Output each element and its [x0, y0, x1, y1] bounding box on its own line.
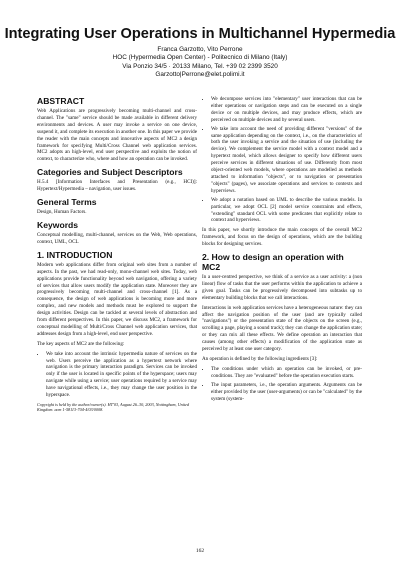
key-aspects-list: [37, 351, 197, 399]
email: Garzotto|Perrone@elet.polimi.it: [155, 71, 245, 79]
list-item: • We decompose services into "elementary" user interactions that can be either operations or navigation steps and can be executed on a single device or on multiple devices, and may produce effects, which are perceived on multiple devices and by several users.: [211, 96, 362, 124]
intro-paragraph: Modern web applications differ from original web sites from a number of aspects. In the past, we had read-only, mono-channel web sites. Today, web applications provide functionality beyond web navigation, offering a variety of services that allow users modify the application state. Moreover they are progressively becoming multi-channel and cross-channel [1]. As a consequence, the design of web applications is becoming more and more complex, and new models and methods must be explored to support the design activities. Design can be tackled at several levels of abstraction and from different perspectives. In this paper, we discuss MC2, a framework for conceptual modelling of Multi/Cross Channel web application services, that addresses design from a high-level, end user perspective.: [37, 261, 197, 337]
terms-heading: General Terms: [37, 197, 97, 208]
body-paragraph: In this paper, we shortly introduce the main concepts of the overall MC2 framework, and focus on the design of operations, which are the building blocks for designing services.: [202, 227, 362, 248]
right-column: [202, 96, 362, 405]
categories-text: H.5.4 [Information Interfaces and Presentation (e.g., HCI)]: Hypertext/Hypermedia – navigation, user issues.: [37, 179, 197, 193]
intro-paragraph: The key aspects of MC2 are the following:: [37, 340, 125, 347]
list-item: • The conditions under which an operation can be invoked, or pre-conditions. They are "evaluated" before the operation execution starts.: [211, 366, 362, 380]
page-number: 162: [195, 548, 205, 554]
list-item: • We take into account the need of providing different "versions" of the same application depending on the context, i.e., on the characteristics of both the user invoking a service and the situation of use (including the device). We complement the service model with a context model and a hypertext model, which allows designer to specify how different users perceive services in different situations of use. Differently from most object-oriented web models, where operations are modelled as methods attached to information "objects", or to navigation or presentation "objects" (pages), we associate operations and services to contexts and hyperviews.: [211, 126, 362, 195]
list-item: • We take into account the intrinsic hypermedia nature of services on the web. Users perceive the application as a hypertext network where navigation is the primary interaction paradigm. Services can be invoked only if the user is located in specific points of the hyperspace; users may navigate while using a service; user operations required by a service may have navigational effects, i.e., they may change the user position in the hyperspace.: [46, 351, 197, 399]
affiliation: HOC (Hypermedia Open Center) - Politecnico di Milano (Italy): [112, 54, 288, 62]
body-paragraph: In a user-centred perspective, we think of a service as a user activity: a (non linear) flow of tasks that the user performs within the application to achieve a given goal. Tasks can be progressively decomposed into subtasks up to elementary building blocks that we call interactions.: [202, 274, 362, 301]
authors: Franca Garzotto, Vito Perrone: [157, 46, 243, 53]
author-block: [0, 46, 400, 80]
keywords-heading: Keywords: [37, 219, 79, 230]
ingredients-list: [202, 366, 362, 403]
keywords-text: Conceptual modelling, multi-channel, services on the Web, Web operations, context, UML, OCL: [37, 231, 197, 245]
body-paragraph: Interactions in web application services have a heterogeneous nature: they can affect the navigation position of the user (and are typically called "navigations") or the presentation state of the objects on the screen (e.g., scrolling a page, playing a sound track); they can change the application state; or they can mix all these effects. We define operation an interaction that causes (among other effects) a modification of the application state as perceived by at least one user category.: [202, 304, 362, 353]
abstract-text: Web Applications are progressively becoming multi-channel and cross-channel. The "same" service should be made available in different delivery environments and devices. A user may invoke a service on one device, suspend it, and complete its execution in another one. In this paper we provide the reader with the main concepts and innovative aspects of MC2 a design framework for specifying Multi/Cross Channel web application services. MC2 adopts an high-level, end user perspective and exploits the notion of context, to characterize who, where and how an operation can be invoked.: [37, 108, 197, 163]
categories-heading: Categories and Subject Descriptors: [37, 167, 183, 178]
key-aspects-list-continued: [202, 96, 362, 224]
address: Via Ponzio 34/5 · 20133 Milano, Tel. +39 02 2399 3520: [122, 62, 278, 70]
copyright-footnote: Copyright is held by the author/owner(s). HT'03, August 26–30, 2003, Nottingham, United Kingdom. acm 1-58113-704-4/03/0008.: [37, 402, 190, 413]
list-item: • We adopt a notation based on UML to describe the various models. In particular, we adopt OCL [2] model service constraints and effects, "extending" standard OCL with some predicates that explicitly relate to context and hyperviews.: [211, 197, 362, 225]
body-paragraph: An operation is defined by the following ingredients [3]:: [202, 356, 318, 362]
left-column: [37, 96, 197, 413]
paper-title: Integrating User Operations in Multichannel Hypermedia: [4, 26, 396, 42]
list-item: • The input parameters, i.e., the operation arguments. Arguments can be either provided by the user (user-arguments) or can be "calculated" by the system (system-: [211, 382, 362, 403]
section-2-heading: 2. How to design an operation with MC2: [202, 252, 344, 273]
introduction-heading: 1. INTRODUCTION: [37, 249, 113, 260]
abstract-heading: ABSTRACT: [37, 96, 85, 106]
terms-text: Design, Human Factors.: [37, 209, 87, 216]
